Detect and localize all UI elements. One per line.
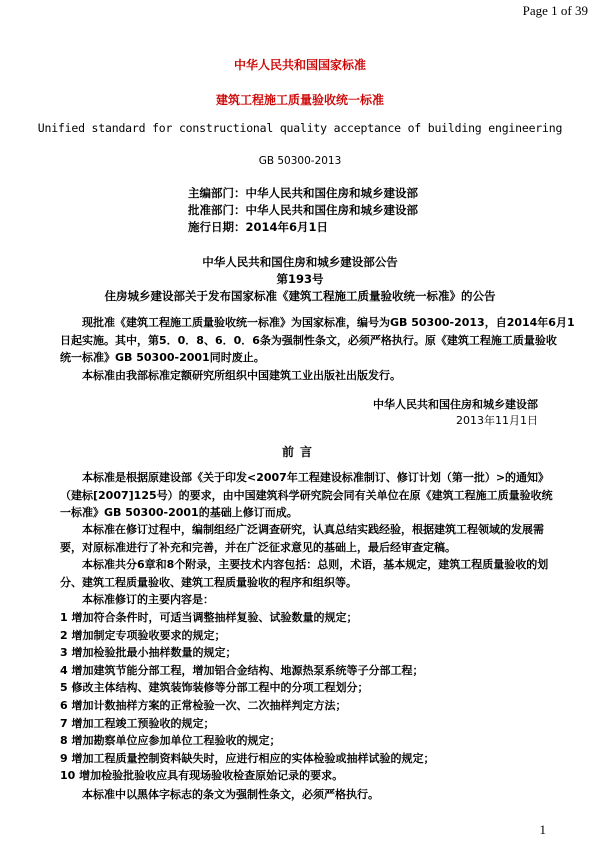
revision-item: 3 增加检验批最小抽样数量的规定； [60, 646, 237, 660]
revision-item: 8 增加勘察单位应参加单位工程验收的规定； [60, 734, 281, 748]
title-cn: 建筑工程施工质量验收统一标准 [215, 93, 384, 107]
announcement-p1-line: 统一标准》GB 50300-2001同时废止。 [60, 351, 265, 364]
meta-approver: 批准部门：中华人民共和国住房和城乡建设部 [188, 203, 418, 217]
preface-paragraph-2 [60, 521, 550, 556]
page-header: Page 1 of 39 [522, 3, 588, 18]
title-en: Unified standard for constructional quality acceptance of building engineering [37, 121, 563, 135]
revision-item: 1 增加符合条件时，可适当调整抽样复验、试验数量的规定； [60, 611, 358, 624]
revision-item: 9 增加工程质量控制资料缺失时，应进行相应的实体检验或抽样试验的规定； [60, 751, 435, 765]
announcement-paragraph-1 [60, 314, 575, 367]
announcement-p1-line: 现批准《建筑工程施工质量验收统一标准》为国家标准，编号为GB 50300-2013，自2014年6月1 [82, 316, 575, 329]
revision-item: 7 增加工程竣工预验收的规定； [60, 716, 215, 730]
preface-title: 前言 [281, 445, 318, 459]
national-standard-label: 中华人民共和国国家标准 [233, 58, 366, 72]
revision-item: 2 增加制定专项验收要求的规定； [60, 628, 226, 642]
preface-p2-line: 要，对原标准进行了补充和完善，并在广泛征求意见的基础上，最后经审查定稿。 [60, 540, 456, 554]
preface-p2-line: 本标准在修订过程中，编制组经广泛调查研究，认真总结实践经验，根据建筑工程领域的发展需 [82, 523, 544, 536]
page-number: 1 [539, 822, 546, 837]
revision-item: 4 增加建筑节能分部工程，增加铝合金结构、地源热泵系统等子分部工程； [60, 663, 424, 677]
revision-item: 10 增加检验批验收应具有现场验收检查原始记录的要求。 [60, 769, 344, 783]
meta-editor: 主编部门：中华人民共和国住房和城乡建设部 [188, 186, 418, 200]
standard-code: GB 50300-2013 [258, 155, 342, 167]
announcement-p2: 本标准由我部标准定额研究所组织中国建筑工业出版社出版发行。 [82, 369, 401, 382]
preface-p1-line: 本标准是根据原建设部《关于印发<2007年工程建设标准制订、修订计划（第一批）>的通知》 [82, 471, 550, 484]
announcement-issuer: 中华人民共和国住房和城乡建设部公告 [202, 255, 398, 269]
revision-list [60, 609, 550, 785]
preface-p5: 本标准中以黑体字标志的条文为强制性条文，必须严格执行。 [82, 788, 379, 801]
preface-paragraph-5 [60, 786, 550, 804]
meta-effective: 施行日期：2014年6月1日 [188, 220, 329, 234]
signature-date: 2013年11月1日 [456, 414, 538, 427]
signature-org: 中华人民共和国住房和城乡建设部 [373, 398, 538, 411]
announcement-number: 第193号 [276, 272, 324, 286]
meta-block [188, 185, 418, 236]
preface-p4: 本标准修订的主要内容是： [82, 593, 214, 606]
announcement-paragraph-2 [60, 367, 550, 385]
preface-p3-line: 分、建筑工程质量验收、建筑工程质量验收的程序和组织等。 [60, 575, 357, 589]
preface-paragraph-1 [60, 469, 553, 522]
preface-p3-line: 本标准共分6章和8个附录，主要技术内容包括：总则，术语，基本规定，建筑工程质量验收的划 [82, 558, 549, 571]
preface-p1-line: 一标准》GB 50300-2001的基础上修订而成。 [60, 506, 298, 519]
revision-item: 5 修改主体结构、建筑装饰装修等分部工程中的分项工程划分； [60, 681, 369, 695]
revision-item: 6 增加计数抽样方案的正常检验一次、二次抽样判定方法； [60, 698, 347, 712]
announcement-p1-line: 日起实施。其中，第5．0．8、6．0．6条为强制性条文，必须严格执行。原《建筑工程施工质量验收 [60, 333, 557, 347]
preface-paragraph-3 [60, 556, 550, 591]
preface-p1-line: （建标[2007]125号）的要求，由中国建筑科学研究院会同有关单位在原《建筑工程施工质量验收统 [60, 488, 553, 502]
preface-paragraph-4 [60, 591, 550, 609]
announcement-subject: 住房城乡建设部关于发布国家标准《建筑工程施工质量验收统一标准》的公告 [104, 289, 496, 303]
